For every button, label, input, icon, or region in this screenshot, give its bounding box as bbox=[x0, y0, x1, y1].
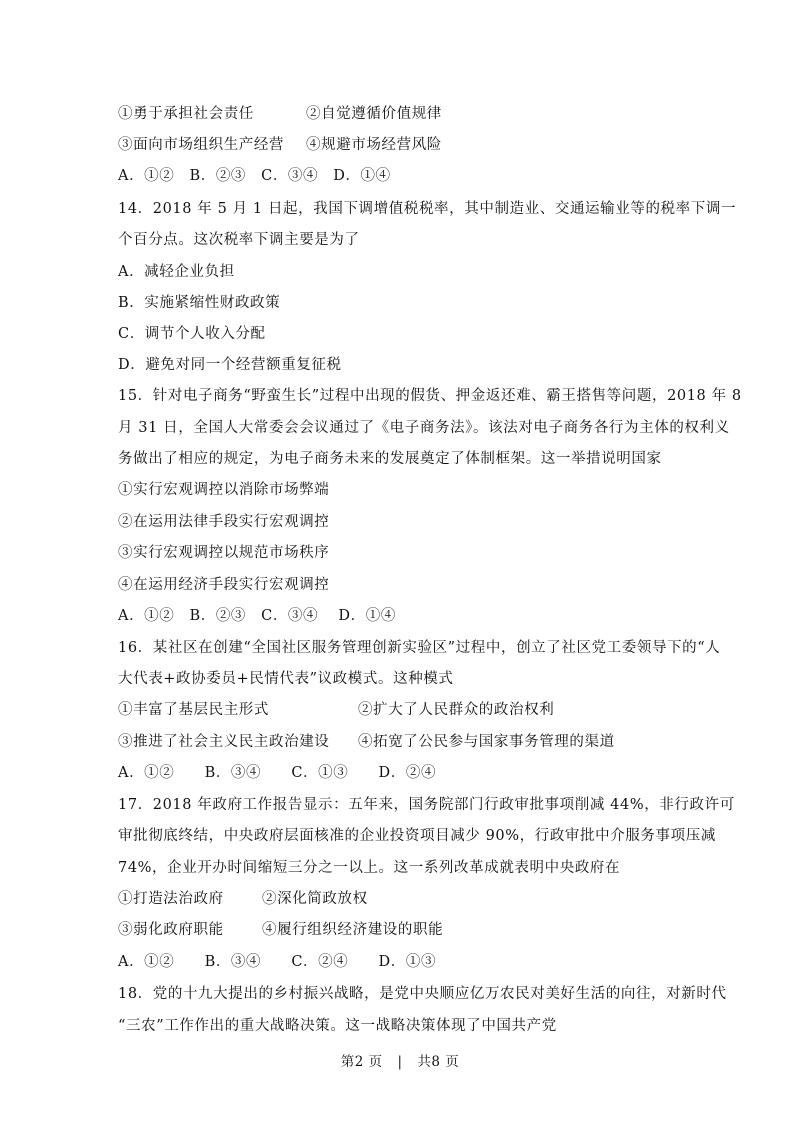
q16-option-row-2 bbox=[118, 732, 615, 752]
q16-answer-choices: A．①② B．③④ C．①③ D．②④ bbox=[118, 765, 437, 781]
q16-option-4: ④拓宽了公民参与国家事务管理的渠道 bbox=[358, 734, 615, 750]
q17-option-row-2 bbox=[118, 920, 444, 940]
q15-answer-choices: A．①② B．②③ C．③④ D．①④ bbox=[118, 608, 396, 624]
footer-separator: | bbox=[397, 1054, 403, 1070]
q17-option-2: ②深化简政放权 bbox=[262, 891, 368, 907]
q13-answer-choices: A．①② B．②③ C．③④ D．①④ bbox=[118, 168, 391, 184]
q14-choice-c: C．调节个人收入分配 bbox=[118, 326, 266, 342]
q15-option-3: ③实行宏观调控以规范市场秩序 bbox=[118, 545, 330, 561]
q15-option-1: ①实行宏观调控以消除市场弊端 bbox=[118, 482, 330, 498]
q13-option-1: ①勇于承担社会责任 bbox=[118, 106, 254, 122]
q17-answer-choices: A．①② B．③④ C．②④ D．①③ bbox=[118, 954, 437, 970]
q16-option-row-1 bbox=[118, 700, 555, 720]
q17-option-row-1 bbox=[118, 889, 368, 909]
q15-option-4: ④在运用经济手段实行宏观调控 bbox=[118, 577, 330, 593]
q14-choice-a: A．减轻企业负担 bbox=[118, 264, 235, 280]
q13-option-3: ③面向市场组织生产经营 bbox=[118, 137, 285, 153]
q18-stem-line-1: 18．党的十九大提出的乡村振兴战略，是党中央顺应亿万农民对美好生活的向往，对新时代 bbox=[118, 986, 727, 1002]
q18-stem-line-2: “三农”工作作出的重大战略决策。这一战略决策体现了中国共产党 bbox=[118, 1018, 557, 1034]
q16-stem-line-1: 16．某社区在创建“全国社区服务管理创新实验区”过程中，创立了社区党工委领导下的“人 bbox=[118, 640, 721, 656]
page-footer bbox=[0, 1050, 800, 1070]
q13-option-4: ④规避市场经营风险 bbox=[306, 137, 442, 153]
q17-option-1: ①打造法治政府 bbox=[118, 891, 224, 907]
q13-option-row-2 bbox=[118, 135, 442, 155]
q14-choice-b: B．实施紧缩性财政政策 bbox=[118, 295, 281, 311]
total-pages: 共8 页 bbox=[417, 1054, 460, 1070]
q16-stem-line-2: 大代表+政协委员+民情代表”议政模式。这种模式 bbox=[118, 671, 454, 687]
q17-stem-line-3: 74%，企业开办时间缩短三分之一以上。这一系列改革成就表明中央政府在 bbox=[118, 860, 621, 876]
q15-stem-line-3: 务做出了相应的规定，为电子商务未来的发展奠定了体制框架。这一举措说明国家 bbox=[118, 451, 662, 467]
q17-stem-line-1: 17．2018 年政府工作报告显示：五年来，国务院部门行政审批事项削减 44%，非行政许可 bbox=[118, 797, 735, 813]
q15-option-2: ②在运用法律手段实行宏观调控 bbox=[118, 514, 330, 530]
q17-stem-line-2: 审批彻底终结，中央政府层面核准的企业投资项目减少 90%，行政审批中介服务事项压减 bbox=[118, 828, 716, 844]
q15-stem-line-1: 15．针对电子商务“野蛮生长”过程中出现的假货、押金返还难、霸王搭售等问题，2018 年 8 bbox=[118, 388, 742, 404]
q14-stem-line-1: 14．2018 年 5 月 1 日起，我国下调增值税税率，其中制造业、交通运输业等的税率下调一 bbox=[118, 201, 737, 217]
q16-option-1: ①丰富了基层民主形式 bbox=[118, 702, 269, 718]
q16-option-3: ③推进了社会主义民主政治建设 bbox=[118, 734, 330, 750]
q16-option-2: ②扩大了人民群众的政治权利 bbox=[358, 702, 555, 718]
q15-stem-line-2: 月 31 日，全国人大常委会会议通过了《电子商务法》。该法对电子商务各行为主体的权利义 bbox=[118, 420, 730, 436]
page-number: 第2 页 bbox=[340, 1054, 383, 1070]
q13-option-row-1 bbox=[118, 104, 442, 124]
q17-option-4: ④履行组织经济建设的职能 bbox=[262, 922, 444, 938]
q13-option-2: ②自觉遵循价值规律 bbox=[306, 106, 442, 122]
q17-option-3: ③弱化政府职能 bbox=[118, 922, 224, 938]
q14-choice-d: D．避免对同一个经营额重复征税 bbox=[118, 357, 342, 373]
q14-stem-line-2: 个百分点。这次税率下调主要是为了 bbox=[118, 232, 360, 248]
